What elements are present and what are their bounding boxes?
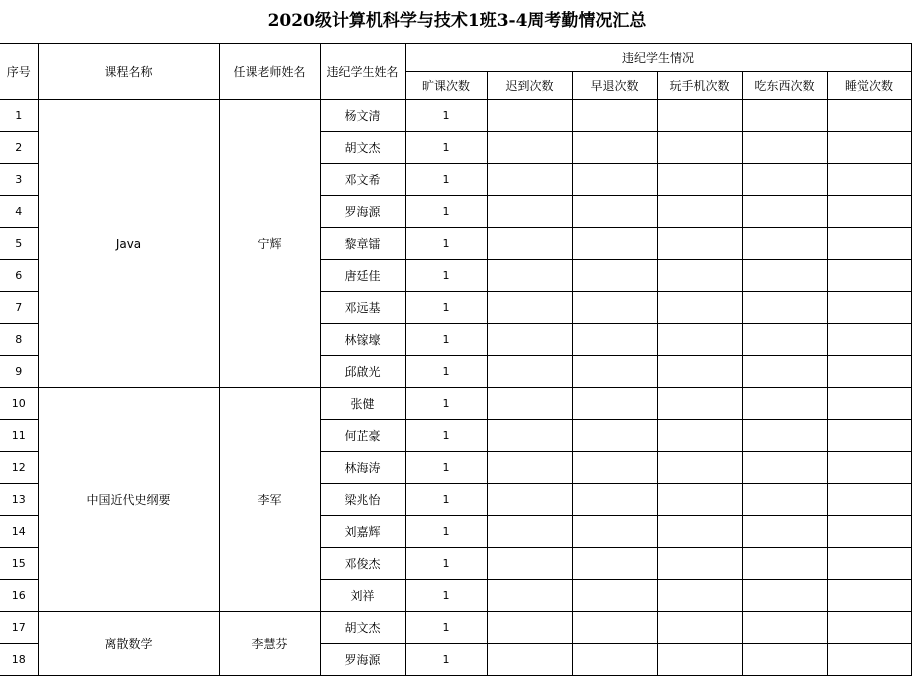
late-count-cell[interactable] <box>487 516 572 548</box>
seq-cell[interactable]: 14 <box>0 516 38 548</box>
student-cell[interactable]: 杨文清 <box>320 100 405 132</box>
eating-count-cell[interactable] <box>742 548 827 580</box>
student-cell[interactable]: 刘嘉辉 <box>320 516 405 548</box>
seq-cell[interactable]: 7 <box>0 292 38 324</box>
late-count-cell[interactable] <box>487 420 572 452</box>
eating-count-cell[interactable] <box>742 388 827 420</box>
early-leave-count-cell[interactable] <box>572 644 657 676</box>
sheet-title[interactable]: 2020级计算机科学与技术1班3-4周考勤情况汇总 <box>267 11 647 31</box>
seq-cell[interactable]: 4 <box>0 196 38 228</box>
early-leave-count-cell[interactable] <box>572 356 657 388</box>
student-cell[interactable]: 邓文希 <box>320 164 405 196</box>
student-cell[interactable]: 罗海源 <box>320 644 405 676</box>
absent-count-cell[interactable]: 1 <box>405 196 487 228</box>
eating-count-cell[interactable] <box>742 260 827 292</box>
late-count-cell[interactable] <box>487 292 572 324</box>
late-count-cell[interactable] <box>487 356 572 388</box>
sleeping-count-cell[interactable] <box>827 452 911 484</box>
header-phone[interactable]: 玩手机次数 <box>657 72 742 100</box>
sleeping-count-cell[interactable] <box>827 132 911 164</box>
student-cell[interactable]: 胡文杰 <box>320 612 405 644</box>
sleeping-count-cell[interactable] <box>827 548 911 580</box>
phone-count-cell[interactable] <box>657 292 742 324</box>
seq-cell[interactable]: 17 <box>0 612 38 644</box>
sleeping-count-cell[interactable] <box>827 484 911 516</box>
phone-count-cell[interactable] <box>657 356 742 388</box>
seq-cell[interactable]: 9 <box>0 356 38 388</box>
sleeping-count-cell[interactable] <box>827 356 911 388</box>
eating-count-cell[interactable] <box>742 356 827 388</box>
eating-count-cell[interactable] <box>742 644 827 676</box>
phone-count-cell[interactable] <box>657 452 742 484</box>
seq-cell[interactable]: 18 <box>0 644 38 676</box>
phone-count-cell[interactable] <box>657 484 742 516</box>
seq-cell[interactable]: 13 <box>0 484 38 516</box>
header-student[interactable]: 违纪学生姓名 <box>320 44 405 100</box>
header-eating[interactable]: 吃东西次数 <box>742 72 827 100</box>
student-cell[interactable]: 林镓壕 <box>320 324 405 356</box>
absent-count-cell[interactable]: 1 <box>405 356 487 388</box>
phone-count-cell[interactable] <box>657 260 742 292</box>
eating-count-cell[interactable] <box>742 164 827 196</box>
eating-count-cell[interactable] <box>742 452 827 484</box>
eating-count-cell[interactable] <box>742 196 827 228</box>
header-absent[interactable]: 旷课次数 <box>405 72 487 100</box>
absent-count-cell[interactable]: 1 <box>405 164 487 196</box>
phone-count-cell[interactable] <box>657 580 742 612</box>
header-row-1 <box>0 44 911 72</box>
seq-cell[interactable]: 8 <box>0 324 38 356</box>
late-count-cell[interactable] <box>487 644 572 676</box>
seq-cell[interactable]: 16 <box>0 580 38 612</box>
header-late[interactable]: 迟到次数 <box>487 72 572 100</box>
early-leave-count-cell[interactable] <box>572 228 657 260</box>
phone-count-cell[interactable] <box>657 548 742 580</box>
seq-cell[interactable]: 6 <box>0 260 38 292</box>
teacher-cell[interactable]: 李慧芬 <box>219 612 320 676</box>
header-course[interactable]: 课程名称 <box>38 44 219 100</box>
eating-count-cell[interactable] <box>742 324 827 356</box>
late-count-cell[interactable] <box>487 228 572 260</box>
absent-count-cell[interactable]: 1 <box>405 420 487 452</box>
late-count-cell[interactable] <box>487 100 572 132</box>
sleeping-count-cell[interactable] <box>827 612 911 644</box>
teacher-cell[interactable]: 宁辉 <box>219 100 320 388</box>
sleeping-count-cell[interactable] <box>827 100 911 132</box>
late-count-cell[interactable] <box>487 612 572 644</box>
phone-count-cell[interactable] <box>657 228 742 260</box>
student-cell[interactable]: 何芷豪 <box>320 420 405 452</box>
late-count-cell[interactable] <box>487 580 572 612</box>
course-cell[interactable]: 中国近代史纲要 <box>38 388 219 612</box>
seq-cell[interactable]: 15 <box>0 548 38 580</box>
early-leave-count-cell[interactable] <box>572 260 657 292</box>
seq-cell[interactable]: 1 <box>0 100 38 132</box>
phone-count-cell[interactable] <box>657 100 742 132</box>
absent-count-cell[interactable]: 1 <box>405 292 487 324</box>
early-leave-count-cell[interactable] <box>572 516 657 548</box>
seq-cell[interactable]: 12 <box>0 452 38 484</box>
student-cell[interactable]: 邓俊杰 <box>320 548 405 580</box>
early-leave-count-cell[interactable] <box>572 164 657 196</box>
student-cell[interactable]: 张健 <box>320 388 405 420</box>
absent-count-cell[interactable]: 1 <box>405 260 487 292</box>
seq-cell[interactable]: 3 <box>0 164 38 196</box>
sleeping-count-cell[interactable] <box>827 644 911 676</box>
phone-count-cell[interactable] <box>657 644 742 676</box>
absent-count-cell[interactable]: 1 <box>405 484 487 516</box>
absent-count-cell[interactable]: 1 <box>405 516 487 548</box>
absent-count-cell[interactable]: 1 <box>405 548 487 580</box>
absent-count-cell[interactable]: 1 <box>405 644 487 676</box>
student-cell[interactable]: 林海涛 <box>320 452 405 484</box>
eating-count-cell[interactable] <box>742 292 827 324</box>
early-leave-count-cell[interactable] <box>572 452 657 484</box>
eating-count-cell[interactable] <box>742 228 827 260</box>
eating-count-cell[interactable] <box>742 132 827 164</box>
student-cell[interactable]: 刘祥 <box>320 580 405 612</box>
late-count-cell[interactable] <box>487 260 572 292</box>
late-count-cell[interactable] <box>487 132 572 164</box>
early-leave-count-cell[interactable] <box>572 612 657 644</box>
course-cell[interactable]: 离散数学 <box>38 612 219 676</box>
course-cell[interactable]: Java <box>38 100 219 388</box>
late-count-cell[interactable] <box>487 324 572 356</box>
eating-count-cell[interactable] <box>742 100 827 132</box>
attendance-table <box>0 43 912 676</box>
late-count-cell[interactable] <box>487 484 572 516</box>
phone-count-cell[interactable] <box>657 324 742 356</box>
teacher-cell[interactable]: 李军 <box>219 388 320 612</box>
absent-count-cell[interactable]: 1 <box>405 324 487 356</box>
student-cell[interactable]: 邱啟光 <box>320 356 405 388</box>
eating-count-cell[interactable] <box>742 612 827 644</box>
sleeping-count-cell[interactable] <box>827 292 911 324</box>
early-leave-count-cell[interactable] <box>572 580 657 612</box>
eating-count-cell[interactable] <box>742 420 827 452</box>
table-row <box>0 612 911 644</box>
student-cell[interactable]: 唐廷佳 <box>320 260 405 292</box>
phone-count-cell[interactable] <box>657 516 742 548</box>
late-count-cell[interactable] <box>487 196 572 228</box>
phone-count-cell[interactable] <box>657 164 742 196</box>
table-row <box>0 100 911 132</box>
phone-count-cell[interactable] <box>657 196 742 228</box>
early-leave-count-cell[interactable] <box>572 388 657 420</box>
early-leave-count-cell[interactable] <box>572 548 657 580</box>
sleeping-count-cell[interactable] <box>827 164 911 196</box>
absent-count-cell[interactable]: 1 <box>405 612 487 644</box>
early-leave-count-cell[interactable] <box>572 420 657 452</box>
early-leave-count-cell[interactable] <box>572 324 657 356</box>
absent-count-cell[interactable]: 1 <box>405 132 487 164</box>
sleeping-count-cell[interactable] <box>827 324 911 356</box>
early-leave-count-cell[interactable] <box>572 292 657 324</box>
absent-count-cell[interactable]: 1 <box>405 388 487 420</box>
late-count-cell[interactable] <box>487 452 572 484</box>
eating-count-cell[interactable] <box>742 580 827 612</box>
sleeping-count-cell[interactable] <box>827 420 911 452</box>
phone-count-cell[interactable] <box>657 388 742 420</box>
late-count-cell[interactable] <box>487 164 572 196</box>
absent-count-cell[interactable]: 1 <box>405 452 487 484</box>
eating-count-cell[interactable] <box>742 484 827 516</box>
sleeping-count-cell[interactable] <box>827 196 911 228</box>
student-cell[interactable]: 胡文杰 <box>320 132 405 164</box>
student-cell[interactable]: 罗海源 <box>320 196 405 228</box>
early-leave-count-cell[interactable] <box>572 100 657 132</box>
absent-count-cell[interactable]: 1 <box>405 100 487 132</box>
seq-cell[interactable]: 10 <box>0 388 38 420</box>
student-cell[interactable]: 梁兆怡 <box>320 484 405 516</box>
early-leave-count-cell[interactable] <box>572 132 657 164</box>
header-sleeping[interactable]: 睡觉次数 <box>827 72 911 100</box>
sleeping-count-cell[interactable] <box>827 388 911 420</box>
seq-cell[interactable]: 5 <box>0 228 38 260</box>
absent-count-cell[interactable]: 1 <box>405 228 487 260</box>
early-leave-count-cell[interactable] <box>572 484 657 516</box>
header-teacher[interactable]: 任课老师姓名 <box>219 44 320 100</box>
table-row <box>0 388 911 420</box>
sleeping-count-cell[interactable] <box>827 260 911 292</box>
sleeping-count-cell[interactable] <box>827 228 911 260</box>
seq-cell[interactable]: 11 <box>0 420 38 452</box>
late-count-cell[interactable] <box>487 388 572 420</box>
absent-count-cell[interactable]: 1 <box>405 580 487 612</box>
header-violation-group[interactable]: 违纪学生情况 <box>405 44 911 72</box>
sleeping-count-cell[interactable] <box>827 516 911 548</box>
header-seq[interactable]: 序号 <box>0 44 38 100</box>
sleeping-count-cell[interactable] <box>827 580 911 612</box>
header-early-leave[interactable]: 早退次数 <box>572 72 657 100</box>
student-cell[interactable]: 黎章镭 <box>320 228 405 260</box>
student-cell[interactable]: 邓远基 <box>320 292 405 324</box>
eating-count-cell[interactable] <box>742 516 827 548</box>
late-count-cell[interactable] <box>487 548 572 580</box>
early-leave-count-cell[interactable] <box>572 196 657 228</box>
phone-count-cell[interactable] <box>657 132 742 164</box>
seq-cell[interactable]: 2 <box>0 132 38 164</box>
phone-count-cell[interactable] <box>657 612 742 644</box>
phone-count-cell[interactable] <box>657 420 742 452</box>
